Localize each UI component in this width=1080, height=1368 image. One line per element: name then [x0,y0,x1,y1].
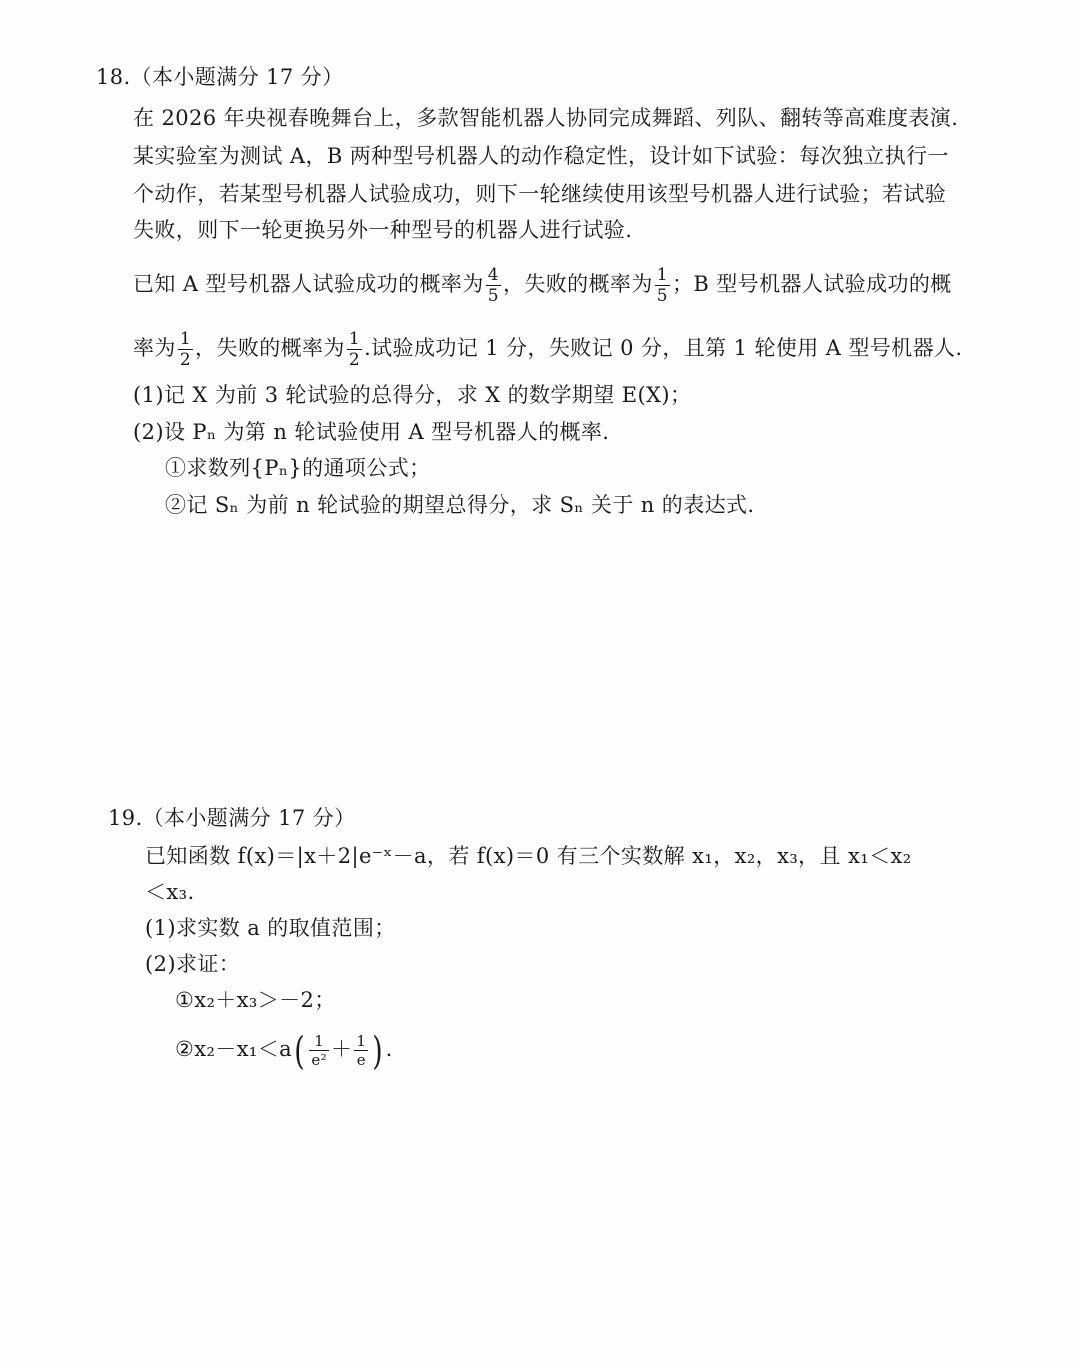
denominator: e² [311,1051,328,1069]
numerator: 1 [348,329,361,349]
fraction-1-2 [178,329,193,370]
fraction-1-e [354,1032,368,1069]
text: .试验成功记 1 分，失败记 0 分，且第 1 轮使用 A 型号机器人. [364,336,963,360]
numerator: 1 [179,329,192,349]
q18-paragraph-line: 某实验室为测试 A，B 两种型号机器人的动作稳定性，设计如下试验：每次独立执行一 [133,144,949,168]
q18-subquestion-2-part-1: ①求数列{Pₙ}的通项公式； [165,456,431,480]
denominator: 5 [656,286,668,306]
text: ；B 型号机器人试验成功的概 [671,272,952,296]
text: 率为 [133,336,176,360]
text: ②x₂－x₁＜a [175,1037,293,1061]
q19-paragraph-line: ＜x₃. [145,880,195,904]
q19-subquestion-2-part-2 [175,1028,393,1073]
fraction-4-5 [486,265,501,306]
q19-subquestion-2-part-1: ①x₂＋x₃＞－2； [175,988,336,1012]
q18-paragraph-line: 个动作，若某型号机器人试验成功，则下一轮继续使用该型号机器人进行试验；若试验 [133,182,947,206]
fraction-1-e2 [309,1032,329,1069]
denominator: e [356,1051,367,1069]
q18-header: 18.（本小题满分 17 分） [96,65,344,89]
q18-subquestion-1: (1)记 X 为前 3 轮试验的总得分，求 X 的数学期望 E(X)； [133,383,692,407]
text: 已知 A 型号机器人试验成功的概率为 [133,272,484,296]
q18-subquestion-2: (2)设 Pₙ 为第 n 轮试验使用 A 型号机器人的概率. [133,420,610,444]
q19-subquestion-1: (1)求实数 a 的取值范围； [145,916,396,940]
fraction-1-2 [347,329,362,370]
text: ，失败的概率为 [195,336,345,360]
fraction-1-5 [655,265,670,306]
denominator: 2 [348,350,361,370]
q18-subquestion-2-part-2: ②记 Sₙ 为前 n 轮试验的期望总得分，求 Sₙ 关于 n 的表达式. [165,493,755,517]
q18-paragraph-line: 失败，则下一轮更换另外一种型号的机器人进行试验. [133,218,633,242]
numerator: 1 [356,1032,367,1050]
denominator: 2 [179,350,192,370]
q19-subquestion-2: (2)求证： [145,952,241,976]
numerator: 4 [487,265,499,285]
q18-paragraph-line: 在 2026 年央视春晚舞台上，多款智能机器人协同完成舞蹈、列队、翻转等高难度表演. [133,106,959,130]
text: . [385,1037,393,1061]
q18-probability-line-a [133,265,952,306]
plus-sign: ＋ [331,1037,353,1061]
q18-probability-line-b [133,329,962,370]
text: ，失败的概率为 [502,272,653,296]
numerator: 1 [309,1032,329,1051]
q19-header: 19.（本小题满分 17 分） [108,806,356,830]
left-paren: ( [294,1028,306,1073]
denominator: 5 [487,286,499,306]
right-paren: ) [372,1028,384,1073]
q19-paragraph-line: 已知函数 f(x)＝|x＋2|e⁻ˣ－a，若 f(x)＝0 有三个实数解 x₁，x₂，x₃，且 x₁＜x₂ [145,844,912,868]
numerator: 1 [656,265,668,285]
